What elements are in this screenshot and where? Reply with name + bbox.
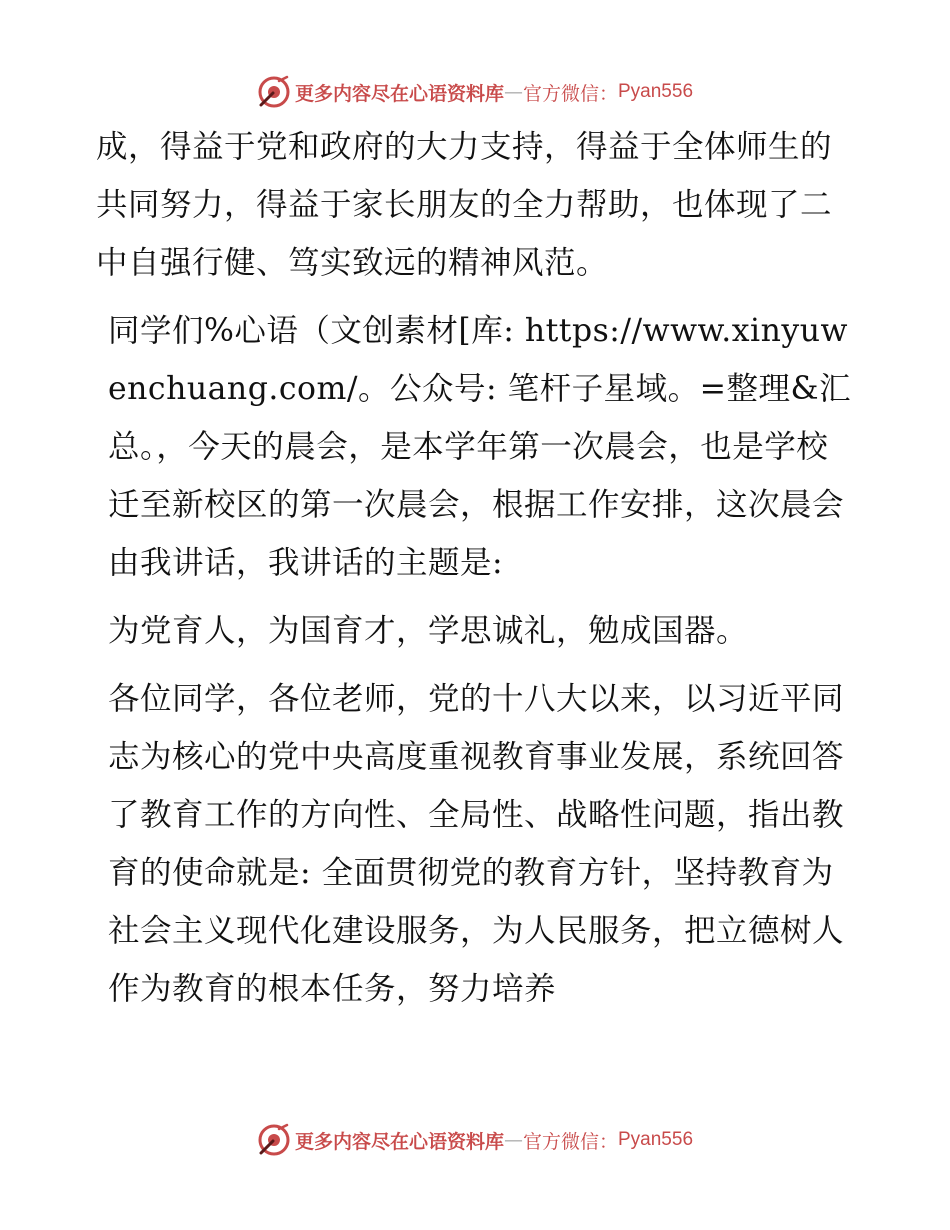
banner-wechat-label: 官方微信： <box>522 82 618 105</box>
footer-banner <box>0 1120 950 1160</box>
banner-dash: — <box>503 81 523 103</box>
paragraph-2: 同学们%心语（文创素材[库: https://www.xinyuwenchuang.com/。公众号: 笔杆子星域。=整理&汇总。，今天的晨会，是本学年第一次晨会，也是学校迁至新校区的第一次晨会，根据工作安排，这次晨会由我讲话，我讲话的主题是: <box>108 313 852 581</box>
banner-main-text: 更多内容尽在心语资料库 <box>294 1130 504 1153</box>
paragraph-3: 为党育人，为国育才，学思诚礼，勉成国器。 <box>108 613 749 649</box>
banner-wechat-label: 官方微信： <box>522 1130 618 1153</box>
banner-main-text: 更多内容尽在心语资料库 <box>294 82 504 105</box>
banner-wechat-id: Pyan556 <box>618 81 694 102</box>
banner-dash: — <box>503 1129 523 1151</box>
banner-wechat-id: Pyan556 <box>618 1129 694 1150</box>
header-banner <box>0 72 950 112</box>
document-body <box>96 118 856 1018</box>
brush-logo-icon <box>257 1123 291 1157</box>
brush-logo-icon <box>257 75 291 109</box>
paragraph-4: 各位同学，各位老师，党的十八大以来，以习近平同志为核心的党中央高度重视教育事业发展，系统回答了教育工作的方向性、全局性、战略性问题，指出教育的使命就是: 全面贯彻党的教育方针，坚持教育为社会主义现代化建设服务，为人民服务，把立德树人作为教育的根本任务，努力培养 <box>108 681 845 1007</box>
paragraph-1: 成，得益于党和政府的大力支持，得益于全体师生的共同努力，得益于家长朋友的全力帮助，也体现了二中自强行健、笃实致远的精神风范。 <box>96 129 833 281</box>
